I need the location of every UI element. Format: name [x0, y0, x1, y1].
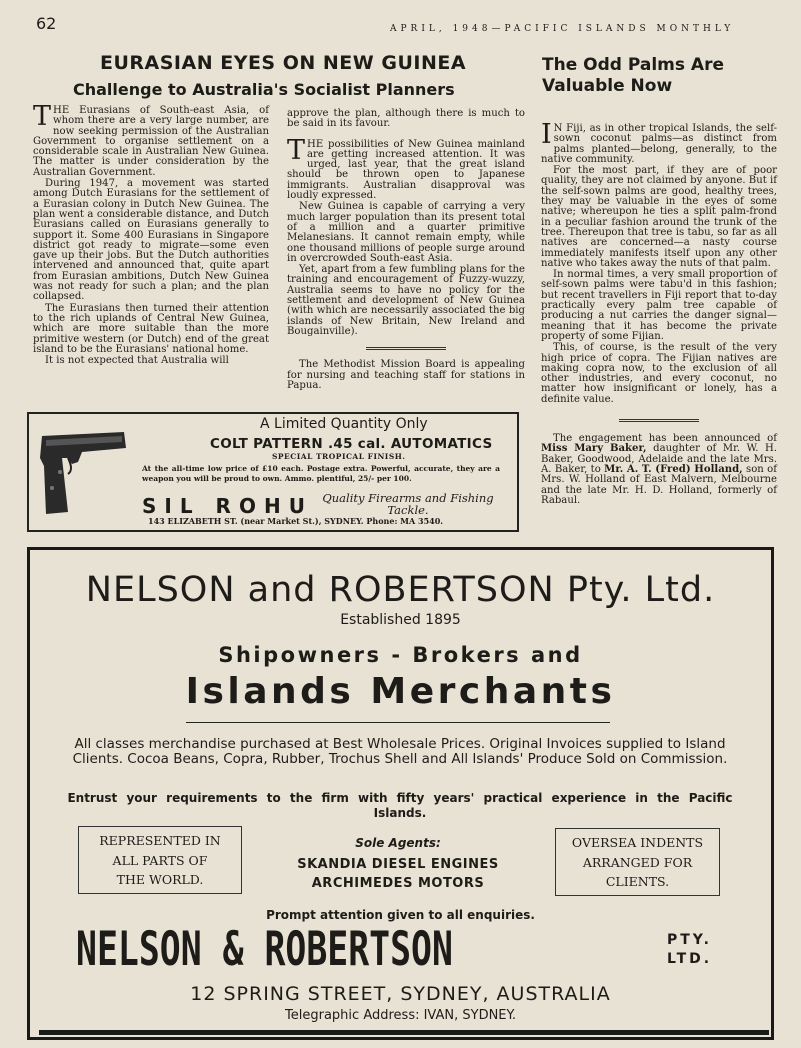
- limited-quantity-text: A Limited Quantity Only: [260, 416, 428, 432]
- nr-telegraphic: Telegraphic Address: IVAN, SYDNEY.: [285, 1008, 516, 1023]
- pty-ltd: [667, 931, 712, 969]
- prompt-attention: Prompt attention given to all enquiries.: [266, 908, 535, 922]
- divider: [619, 419, 699, 422]
- oversea-line: CLIENTS.: [605, 874, 670, 889]
- nr-entrust-text: Entrust your requirements to the firm with fifty years' practical experience in the Pacific Islands.: [67, 791, 733, 820]
- article-column-2: [287, 109, 525, 392]
- agent-archimedes: ARCHIMEDES MOTORS: [311, 876, 485, 891]
- nr-title: NELSON and ROBERTSON Pty. Ltd.: [85, 570, 716, 610]
- paragraph: approve the plan, although there is much to be said in its favour.: [287, 108, 525, 130]
- paragraph: THE Eurasians of South-east Asia, of whom there are a very large number, are now seeking permission of the Australian Government to organise settlement on a considerable scale in Australian New Guinea. The matter is under consideration by the Australian Government.: [33, 101, 269, 178]
- paragraph: In normal times, a very small proportion of self-sown palms were tabu'd in this fashion; but recent travellers in Fiji report that to-day practically every palm tree capable of producing a nut carries the danger signal—meaning that it has become the private property of some Fijian.: [541, 269, 777, 342]
- article-subheadline: Challenge to Australia's Socialist Planners: [73, 80, 455, 99]
- paragraph: This, of course, is the result of the very high price of copra. The Fijian natives are making copra now, to the exclusion of all other industries, and every coconut, no matter how insignificant or lonely, has a definite value.: [541, 342, 777, 405]
- represented-box: [78, 826, 242, 894]
- nr-street: 12 SPRING STREET, SYDNEY, AUSTRALIA: [190, 983, 611, 1005]
- colt-tagline: Quality Firearms and Fishing Tackle.: [322, 491, 494, 517]
- colt-address: 143 ELIZABETH ST. (near Market St.), SYDNEY. Phone: MA 3540.: [148, 516, 444, 526]
- paragraph: The Methodist Mission Board is appealing for nursing and teaching staff for stations in Papua.: [287, 359, 525, 391]
- represented-line: REPRESENTED IN: [99, 833, 221, 848]
- paragraph: New Guinea is capable of carrying a very much larger population than its present total of a million and a quarter primitive Melanesians. It cannot remain empty, while one thousand millions of people surge around in overcrowded South-east Asia.: [287, 201, 525, 264]
- paragraph: For the most part, if they are of poor quality, they are not claimed by anyone. But if the self-sown palms are good, healthy trees, they may be valuable in the eyes of some native; whereupon he ties a split palm-frond in a peculiar fashion around the trunk of the tree. Thereupon that tree is tabu, so far as all natives are concerned—a nasty course immediately manifests itself upon any other native who takes away the nuts of that palm.: [541, 165, 777, 269]
- nr-shipowners: Shipowners - Brokers and: [218, 643, 583, 667]
- paragraph: It is not expected that Australia will: [45, 355, 229, 367]
- nr-islands-merchants: Islands Merchants: [185, 671, 616, 712]
- page-number: 62: [36, 14, 57, 33]
- nr-big-name: NELSON & ROBERTSON: [76, 922, 453, 977]
- nr-established: Established 1895: [340, 612, 461, 628]
- oversea-line: OVERSEA INDENTS: [571, 835, 704, 850]
- colt-price-text: At the all-time low price of £10 each. Postage extra. Powerful, accurate, they are a weapon you will be proud to own. Ammo. plentiful, 25/- per 100.: [142, 464, 500, 483]
- article-column-3: [541, 119, 777, 507]
- article-headline: EURASIAN EYES ON NEW GUINEA: [100, 52, 467, 74]
- colt-brand: SIL ROHU: [142, 494, 313, 518]
- engagement-notice: The engagement has been announced of Miss Mary Baker, daughter of Mr. W. H. Baker, Goodwood, Adelaide and the late Mrs. A. Baker, to Mr. A. T. (Fred) Holland, son of Mrs. W. Holland of East Malvern, Melbourne and the late Mr. H. D. Holland, formerly of Rabaul.: [541, 433, 777, 506]
- drop-cap: I: [541, 119, 552, 150]
- divider: [186, 722, 610, 723]
- divider: [366, 347, 446, 350]
- paragraph: The Eurasians then turned their attention to the rich uplands of Central New Guinea, which are more suitable than the more primitive western (or Dutch) end of the great island to be the Eurasians' national home.: [33, 302, 269, 355]
- oversea-line: ARRANGED FOR: [582, 854, 693, 870]
- represented-line: THE WORLD.: [116, 872, 204, 887]
- sole-agents-label: Sole Agents:: [355, 836, 441, 850]
- running-head: APRIL, 1948—PACIFIC ISLANDS MONTHLY: [390, 24, 735, 34]
- pistol-icon: [38, 428, 130, 518]
- colt-title: COLT PATTERN .45 cal. AUTOMATICS: [210, 436, 493, 452]
- paragraph: I N Fiji, as in other tropical Islands, the self-sown coconut palms—as distinct from palms planted—belong, generally, to the native community.: [541, 119, 777, 165]
- agent-skandia: SKANDIA DIESEL ENGINES: [297, 857, 499, 872]
- paragraph: THE possibilities of New Guinea mainland are getting increased attention. It was urged, last year, that the great island should be thrown open to Japanese immigrants. Australian disapproval was loudly expressed.: [287, 134, 525, 202]
- article-column-1: [33, 101, 269, 367]
- article-headline-odd-palms: The Odd Palms Are Valuable Now: [542, 55, 724, 96]
- ltd-text: LTD.: [667, 951, 713, 967]
- nr-all-classes-text: All classes merchandise purchased at Best Wholesale Prices. Original Invoices supplied to Island Clients. Cocoa Beans, Copra, Rubber, Trochus Shell and All Islands' Produce Sold on Commission.: [72, 736, 728, 767]
- represented-line: ALL PARTS OF: [112, 852, 208, 868]
- pty-text: PTY.: [667, 932, 712, 948]
- bottom-rule: [39, 1030, 769, 1035]
- oversea-box: [555, 828, 720, 896]
- drop-cap: T: [33, 101, 52, 132]
- paragraph: During 1947, a movement was started among Dutch Eurasians for the settlement of a Eurasian colony in Dutch New Guinea. The plan went a considerable distance, and Dutch Eurasians called on Eurasians generally to support it. Some 400 Eurasians in Singapore district got ready to migrate—some even gave up their jobs. But the Dutch authorities intervened and announced that, quite apart from Eurasian ambitions, Dutch New Guinea was not ready for such a plan; and the plan collapsed.: [33, 178, 269, 303]
- drop-cap: T: [287, 134, 306, 166]
- colt-subtitle: SPECIAL TROPICAL FINISH.: [272, 452, 406, 461]
- paragraph: Yet, apart from a few fumbling plans for the training and encouragement of Fuzzy-wuzzy, Australia seems to have no policy for the settlement and development of New Guinea (with which are necessarily associated the big islands of New Britain, New Ireland and Bougainville).: [287, 264, 525, 337]
